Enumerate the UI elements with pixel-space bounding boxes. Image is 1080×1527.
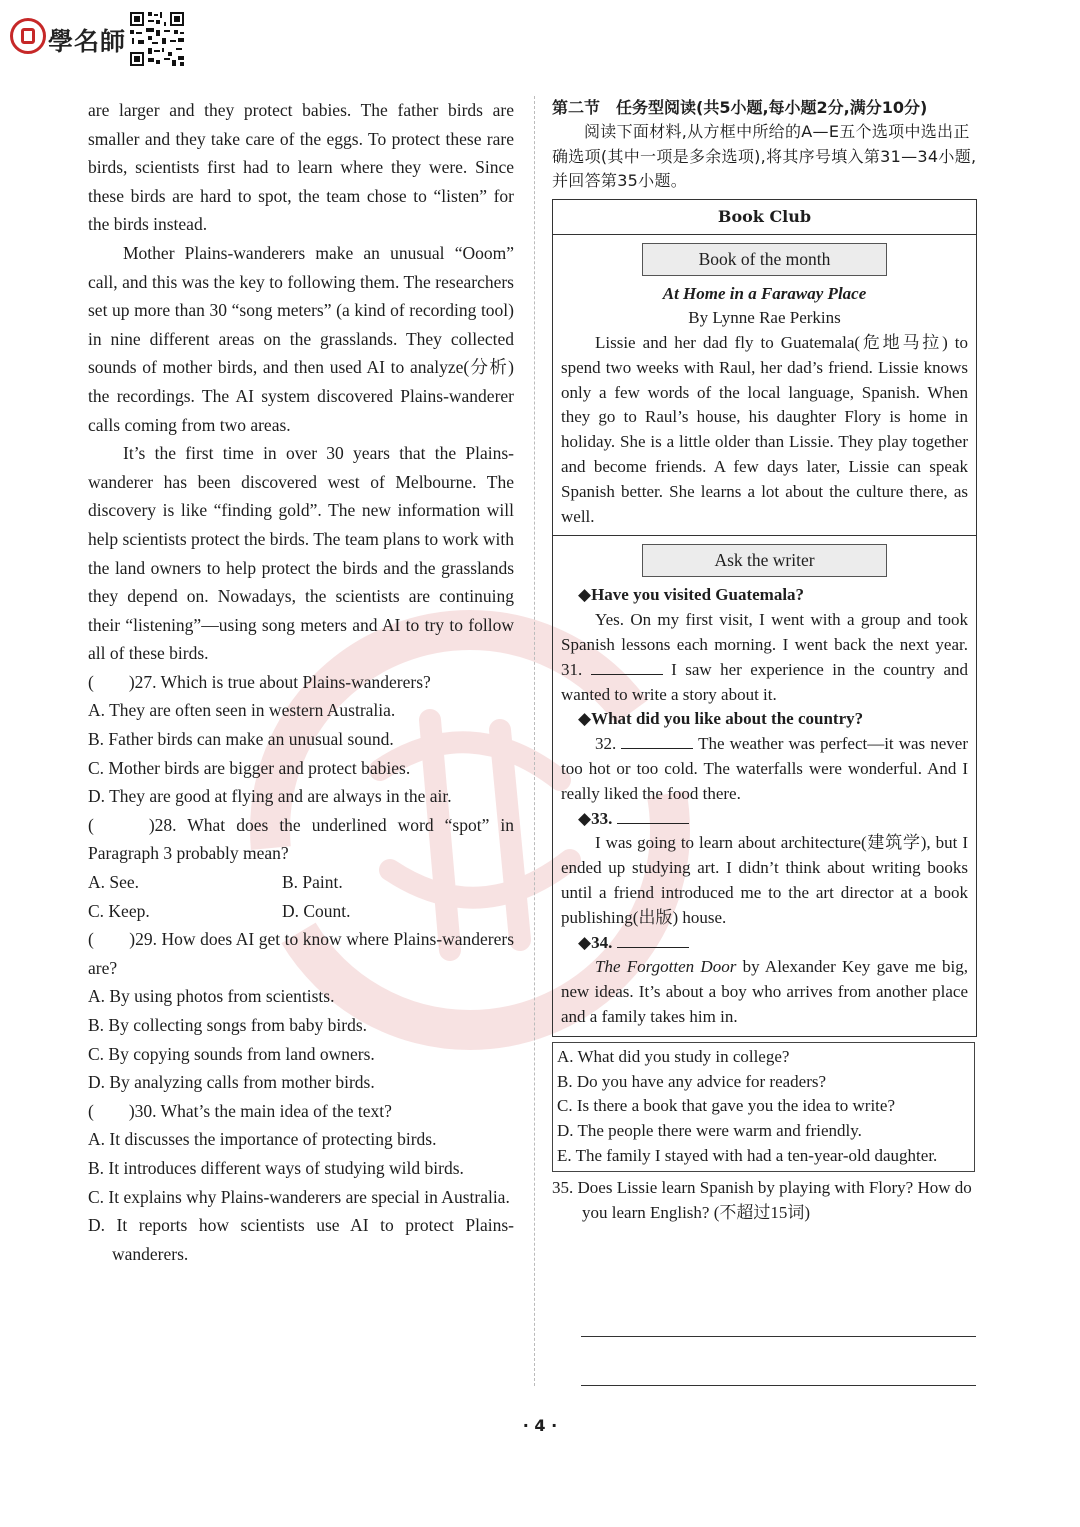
brand-logo [6, 8, 186, 68]
blank-34[interactable] [617, 931, 689, 948]
question-29-option-a: A. By using photos from scientists. [88, 986, 335, 1007]
blank-33[interactable] [617, 807, 689, 824]
interview-question-4 [561, 931, 968, 956]
section-title: 第二节 任务型阅读(共5小题,每小题2分,满分10分) [552, 98, 928, 117]
question-29-stem: ( )29. How does AI get to know where Plains-wanderers are? [88, 929, 514, 978]
option-d: D. The people there were warm and friendly. [557, 1121, 862, 1141]
book-title: At Home in a Faraway Place [662, 283, 867, 303]
question-28-stem: ( )28. What does the underlined word “spot” in Paragraph 3 probably mean? [88, 814, 514, 864]
question-29-option-d: D. By analyzing calls from mother birds. [88, 1072, 375, 1093]
question-28-option-a: A. See. [88, 872, 140, 893]
option-c: C. Is there a book that gave you the idea to write? [557, 1096, 895, 1116]
interview-question-3 [561, 807, 968, 832]
question-28-options-row [88, 897, 514, 926]
answer-2-text: The weather was perfect—it was never too hot or too cold. The waterfalls were wonderful. And I really liked the food there. [561, 734, 969, 803]
question-28-options-row [88, 868, 514, 897]
passage-paragraph: are larger and they protect babies. The father birds are smaller and they take care of the eggs. To protect these rare birds, scientists first had to learn where they were. Since these birds are hard to spot, the team chose to “listen” for the birds instead. [88, 100, 514, 235]
interview-answer-2 [561, 732, 968, 806]
answer-line-2[interactable] [581, 1385, 976, 1386]
question-35: 35. Does Lissie learn Spanish by playing with Flory? How do you learn English? (不超过15词) [552, 1177, 972, 1222]
interview-answer-3: I was going to learn about architecture(建筑学), but I ended up studying art. I didn’t think about writing books until a friend introduced me to the art director at a book publishing(出版) house. [561, 833, 968, 927]
option-b: B. Do you have any advice for readers? [557, 1071, 827, 1091]
column-divider [534, 96, 535, 1386]
question-27-option-a: A. They are often seen in western Australia. [88, 700, 396, 721]
blank-32[interactable] [621, 732, 693, 749]
logo-text: 學名師 [48, 27, 127, 56]
ask-writer-tab: Ask the writer [642, 544, 887, 577]
book-author: By Lynne Rae Perkins [688, 308, 841, 328]
question-28-option-b: B. Paint. [282, 872, 343, 893]
forgotten-door-title: The Forgotten Door [595, 957, 737, 977]
question-30-option-c: C. It explains why Plains-wanderers are special in Australia. [88, 1186, 510, 1207]
answer-4-text: by Alexander Key gave me big, new ideas. It’s about a boy who arrives from another place and a family takes him in. [561, 957, 968, 1027]
question-28-option-d: D. Count. [282, 900, 351, 921]
question-30-option-b: B. It introduces different ways of studying wild birds. [88, 1157, 464, 1178]
blank-32-number: 32. [595, 734, 617, 754]
answer-1-text: Yes. On my first visit, I went with a group and took Spanish lessons each morning. I went back the next year. 31. [561, 610, 968, 679]
question-30-option-a: A. It discusses the importance of protecting birds. [88, 1129, 437, 1150]
question-27-option-c: C. Mother birds are bigger and protect babies. [88, 757, 411, 778]
book-of-month-section [553, 235, 976, 536]
book-summary: Lissie and her dad fly to Guatemala(危地马拉) to spend two weeks with Raul, her dad’s friend. Lissie knows only a few words of the local language, Spanish. When they go to Raul’s house, his daughter Flory is home in holiday. She is a little older than Lissie. They play together and become friends. A few days later, Lissie can speak Spanish better. She learns a lot about the culture there, as well. [561, 333, 968, 526]
question-29-option-c: C. By copying sounds from land owners. [88, 1043, 375, 1064]
book-of-month-tab: Book of the month [642, 243, 887, 276]
options-box [552, 1042, 975, 1172]
blank-34-number: ◆34. [578, 932, 613, 952]
blank-31[interactable] [591, 658, 663, 675]
question-28-option-c: C. Keep. [88, 900, 150, 921]
interview-answer-4 [561, 955, 968, 1029]
answer-line-1[interactable] [581, 1336, 976, 1337]
interview-answer-1 [561, 608, 968, 707]
book-club-box [552, 199, 977, 1037]
section-instructions: 阅读下面材料,从方框中所给的A—E五个选项中选出正确选项(其中一项是多余选项),将其序号填入第31—34小题,并回答第35小题。 [552, 122, 977, 190]
answer-1-text-cont: I saw her experience in the country and wanted to write a story about it. [561, 659, 969, 704]
left-column [88, 96, 514, 1268]
question-30-option-d: D. It reports how scientists use AI to protect Plains-wanderers. [88, 1215, 514, 1264]
blank-33-number: ◆33. [578, 808, 613, 828]
page-number: · 4 · [522, 1416, 558, 1435]
interview-question-1: ◆Have you visited Guatemala? [578, 585, 805, 605]
option-a: A. What did you study in college? [557, 1046, 790, 1066]
passage-paragraph: It’s the first time in over 30 years that the Plains-wanderer has been discovered west of Melbourne. The discovery is like “finding gold”. The new information will help scientists protect the birds. The team plans to work with the land owners to help protect the birds and the grasslands they depend on. Nowadays, the scientists are continuing their “listening”—using song meters and AI to try to follow all of these birds. [88, 443, 514, 664]
question-27-option-d: D. They are good at flying and are always in the air. [88, 786, 452, 807]
question-27-stem: ( )27. Which is true about Plains-wanderers? [88, 671, 431, 692]
right-column [552, 96, 977, 1225]
question-29-option-b: B. By collecting songs from baby birds. [88, 1015, 368, 1035]
interview-question-2: ◆What did you like about the country? [578, 709, 864, 729]
book-club-title: Book Club [553, 200, 976, 235]
passage-paragraph: Mother Plains-wanderers make an unusual “Ooom” call, and this was the key to following them. The researchers set up more than 30 “song meters” (a kind of recording tool) in nine different areas on the grasslands. They collected sounds of mother birds, and then used AI to analyze(分析) the recordings. The AI system discovered Plains-wanderer calls coming from two areas. [88, 242, 514, 435]
question-30-stem: ( )30. What’s the main idea of the text? [88, 1100, 392, 1121]
qr-code-icon [128, 10, 186, 68]
option-e: E. The family I stayed with had a ten-year-old daughter. [557, 1146, 938, 1165]
question-27-option-b: B. Father birds can make an unusual sound. [88, 729, 394, 750]
ask-writer-section [553, 535, 976, 1035]
seal-icon [10, 18, 46, 54]
